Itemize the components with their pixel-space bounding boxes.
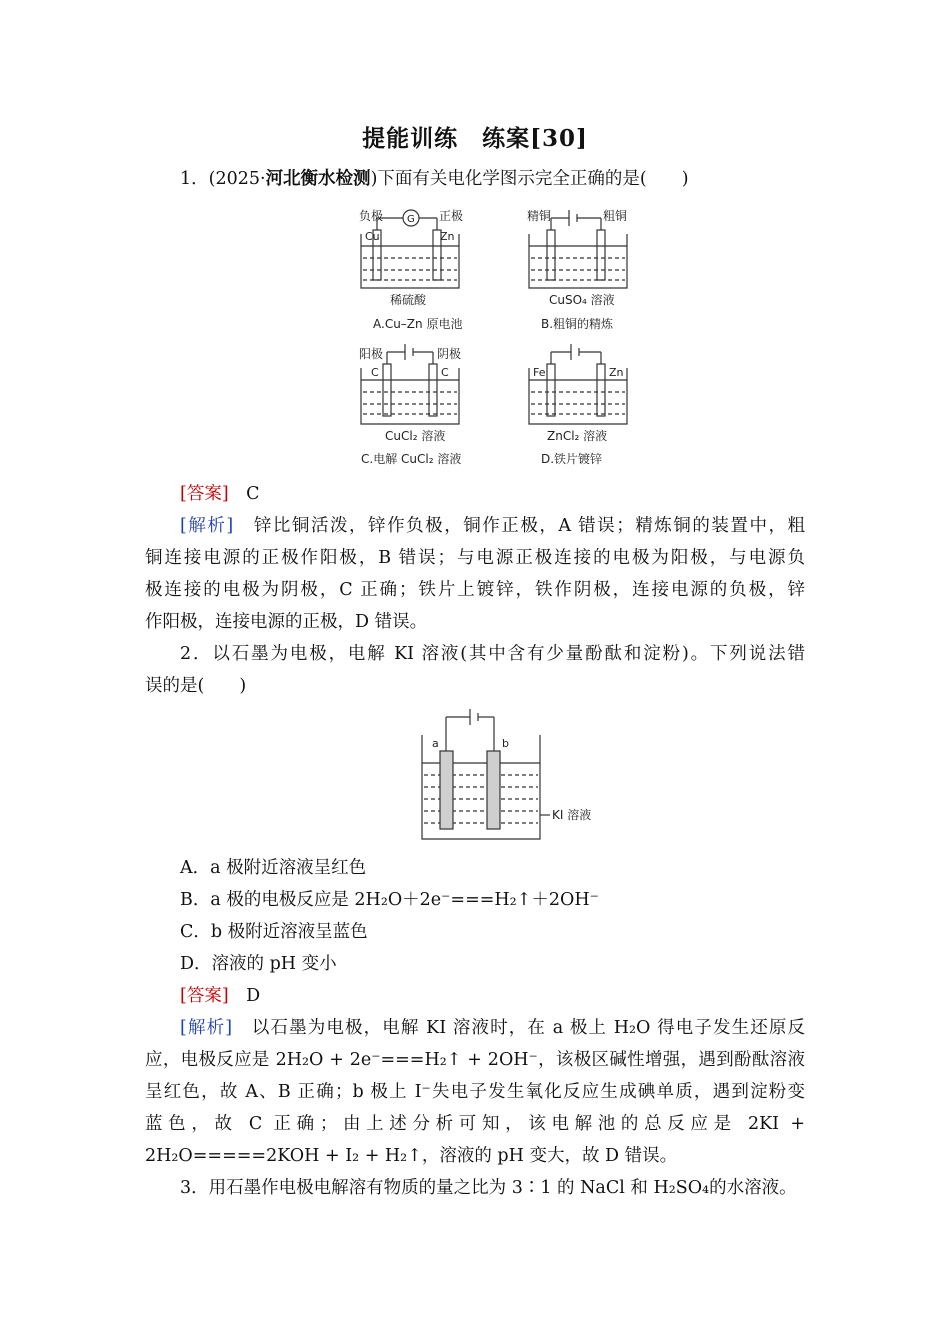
figure-d	[529, 344, 627, 424]
fig-b-left: 精铜	[527, 209, 552, 223]
fig-a-e1: Cu	[365, 230, 380, 243]
q2-analysis-line-3: 呈红色，故 A、B 正确；b 极上 I⁻失电子发生氧化反应生成碘单质，遇到淀粉变	[145, 1082, 805, 1102]
q2-stem-line-2: 误的是( )	[145, 676, 247, 696]
fig-a-sol: 稀硫酸	[390, 293, 427, 307]
fig-b-sol: CuSO₄ 溶液	[549, 293, 615, 307]
q2-option-b: B．a 极的电极反应是 2H₂O＋2e⁻===H₂↑＋2OH⁻	[180, 890, 599, 910]
fig-d-e1: Fe	[533, 366, 546, 379]
q2-option-a: A．a 极附近溶液呈红色	[180, 858, 367, 878]
fig-a-caption: A.Cu–Zn 原电池	[373, 317, 463, 331]
q1-analysis-line-2: 铜连接电源的正极作阳极，B 错误；与电源正极连接的电极为阳极，与电源负	[145, 548, 805, 568]
q1-analysis-line-4: 作阳极，连接电源的正极，D 错误。	[145, 612, 428, 632]
fig-d-sol: ZnCl₂ 溶液	[547, 429, 608, 443]
q1-stem: 1．(2025·河北衡水检测)下面有关电化学图示完全正确的是( )	[180, 169, 689, 189]
q2-analysis-line-4: 蓝色，故 C 正确；由上述分析可知，该电解池的总反应是 2KI +	[145, 1114, 805, 1134]
page-title: 提能训练 练案[30]	[362, 125, 588, 152]
label-ki: KI 溶液	[552, 808, 592, 822]
q1-answer: [答案] C	[180, 484, 260, 504]
fig-c-sol: CuCl₂ 溶液	[385, 429, 446, 443]
q2-figure	[418, 705, 593, 845]
electrode-b	[487, 751, 500, 829]
q2-stem-line-1: 2．以石墨为电极，电解 KI 溶液(其中含有少量酚酞和淀粉)。下列说法错	[180, 644, 805, 664]
fig-a-left: 负极	[359, 209, 384, 223]
q2-analysis-line-1: [解析] 以石墨为电极，电解 KI 溶液时，在 a 极上 H₂O 得电子发生还原反	[180, 1018, 806, 1038]
label-b: b	[502, 737, 509, 750]
fig-b-right: 粗铜	[603, 209, 628, 223]
fig-c-e2: C	[441, 366, 449, 379]
fig-a-e2: Zn	[440, 230, 455, 243]
q3-stem: 3．用石墨作电极电解溶有物质的量之比为 3∶1 的 NaCl 和 H₂SO₄的水溶液。	[180, 1178, 797, 1198]
q2-option-c: C．b 极附近溶液呈蓝色	[180, 922, 368, 942]
fig-a-right: 正极	[439, 209, 464, 223]
fig-d-caption: D.铁片镀锌	[541, 452, 603, 466]
q2-option-d: D．溶液的 pH 变小	[180, 954, 337, 974]
label-a: a	[432, 737, 439, 750]
fig-c-e1: C	[371, 366, 379, 379]
q2-analysis-line-5: 2H₂O=====2KOH + I₂ + H₂↑，溶液的 pH 变大，故 D 错误。	[145, 1146, 678, 1166]
electrode-a	[440, 751, 453, 829]
fig-c-left: 阳极	[359, 347, 384, 361]
q1-figures	[355, 200, 645, 472]
q1-analysis-line-3: 极连接的电极为阴极，C 正确；铁片上镀锌，铁作阴极，连接电源的负极，锌	[145, 580, 805, 600]
fig-c-right: 阴极	[437, 347, 462, 361]
fig-a-galv: G	[407, 214, 415, 225]
fig-b-caption: B.粗铜的精炼	[541, 317, 614, 331]
fig-c-caption: C.电解 CuCl₂ 溶液	[361, 452, 462, 466]
q2-answer: [答案] D	[180, 986, 261, 1006]
q2-analysis-line-2: 应，电极反应是 2H₂O + 2e⁻===H₂↑ + 2OH⁻，该极区碱性增强，遇到酚酞溶液	[145, 1050, 805, 1070]
fig-d-e2: Zn	[609, 366, 624, 379]
q1-analysis-line-1: [解析] 锌比铜活泼，锌作负极，铜作正极，A 错误；精炼铜的装置中，粗	[180, 516, 806, 536]
